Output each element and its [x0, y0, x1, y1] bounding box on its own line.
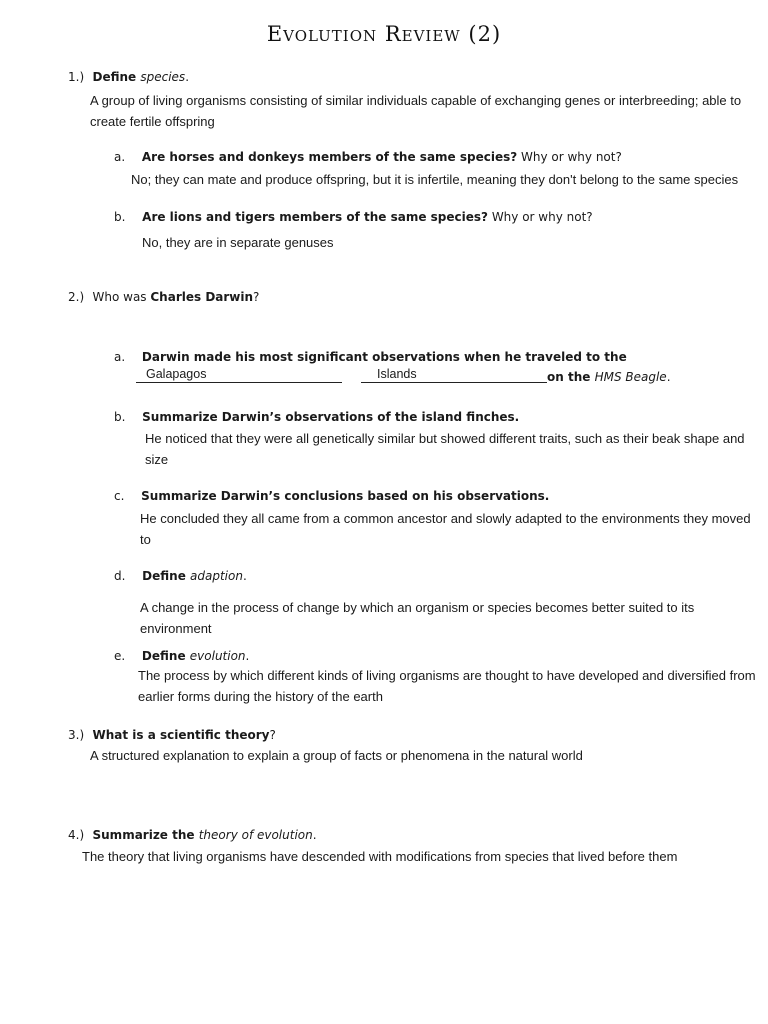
question-prompt: Who was: [92, 290, 151, 304]
question-prompt: Darwin made his most significant observations when he traveled to the: [141, 350, 627, 364]
question-1: [68, 70, 189, 84]
answer-4: The theory that living organisms have descended with modifications from species that lived before them: [82, 849, 678, 864]
blank-field-value: Islands: [377, 367, 417, 381]
question-2a: [114, 350, 627, 364]
question-term: species: [140, 70, 186, 84]
answer-1: A group of living organisms consisting of similar individuals capable of exchanging genes or interbreeding; able to create fertile offspring: [90, 93, 742, 129]
answer-1a: No; they can mate and produce offspring, but it is infertile, meaning they don't belong to the same species: [131, 172, 739, 187]
question-prompt: Define: [142, 569, 191, 583]
question-prompt: What is a scientific theory: [92, 728, 270, 742]
question-punct: .: [185, 70, 190, 84]
item-label: c.: [114, 489, 125, 503]
question-2d: [114, 569, 247, 583]
blank-field-value: Galapagos: [146, 367, 207, 381]
question-3: [68, 728, 276, 742]
answer-2e: The process by which different kinds of living organisms are thought to have developed and diversified from earlier forms during the history of the earth: [138, 668, 756, 704]
question-prompt-tail: Why or why not?: [488, 210, 593, 224]
item-label: a.: [114, 350, 126, 364]
item-label: e.: [114, 649, 126, 663]
question-prompt: Summarize Darwin’s conclusions based on his observations.: [141, 489, 550, 503]
answer-2c: He concluded they all came from a common ancestor and slowly adapted to the environments they moved to: [140, 511, 751, 547]
question-punct: .: [312, 828, 317, 842]
question-number: 3.): [68, 728, 85, 742]
question-prompt-tail: Why or why not?: [517, 150, 622, 164]
item-label: b.: [114, 410, 126, 424]
question-punct: .: [242, 569, 247, 583]
question-number: 2.): [68, 290, 85, 304]
page-title: Evolution Review (2): [266, 22, 502, 46]
question-2: [68, 290, 259, 304]
question-term: Charles Darwin: [150, 290, 254, 304]
blank-field-1[interactable]: [136, 366, 342, 383]
question-punct: ?: [269, 728, 276, 742]
question-1b: [114, 210, 593, 224]
question-prompt: Are lions and tigers members of the same species?: [142, 210, 488, 224]
question-2a-tail: [547, 370, 671, 384]
question-prompt: Summarize the: [92, 828, 199, 842]
question-2b: [114, 410, 519, 424]
item-label: d.: [114, 569, 126, 583]
answer-2b: He noticed that they were all genetically similar but showed different traits, such as their beak shape and size: [145, 431, 745, 467]
answer-2d: A change in the process of change by which an organism or species becomes better suited to its environment: [140, 600, 695, 636]
question-2c: [114, 489, 549, 503]
question-number: 4.): [68, 828, 85, 842]
question-4: [68, 828, 317, 842]
question-tail: on the: [547, 370, 595, 384]
question-1a: [114, 150, 622, 164]
question-prompt: Define: [141, 649, 190, 663]
question-prompt: Are horses and donkeys members of the same species?: [141, 150, 518, 164]
question-prompt: Define: [92, 70, 141, 84]
question-term: adaption: [190, 569, 243, 583]
question-2e: [114, 649, 249, 663]
question-prompt: Summarize Darwin’s observations of the island finches.: [142, 410, 520, 424]
answer-3: A structured explanation to explain a group of facts or phenomena in the natural world: [90, 748, 583, 763]
question-punct: ?: [253, 290, 260, 304]
item-label: b.: [114, 210, 126, 224]
item-label: a.: [114, 150, 126, 164]
ship-name: HMS Beagle: [594, 370, 667, 384]
blank-field-2[interactable]: [361, 366, 547, 383]
question-number: 1.): [68, 70, 85, 84]
question-term: theory of evolution: [198, 828, 313, 842]
question-term: evolution: [189, 649, 246, 663]
question-punct: .: [245, 649, 250, 663]
question-punct: .: [666, 370, 671, 384]
answer-1b: No, they are in separate genuses: [142, 235, 334, 250]
